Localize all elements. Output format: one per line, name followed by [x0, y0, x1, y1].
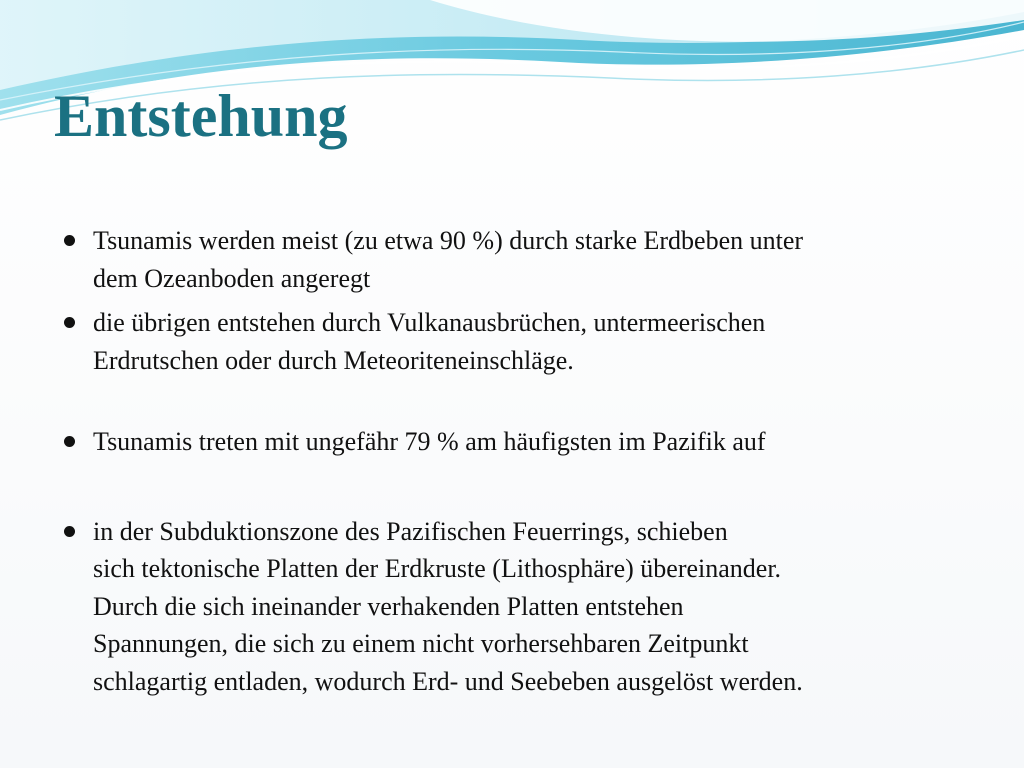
bullet-text-line: Erdrutschen oder durch Meteoriteneinschläge.	[93, 345, 574, 375]
bullet-text-line: sich tektonische Platten der Erdkruste (Lithosphäre) übereinander.	[93, 554, 782, 583]
bullet-item	[60, 423, 960, 461]
bullet-item	[60, 513, 960, 701]
bullet-list	[60, 222, 960, 700]
bullet-item	[60, 222, 960, 297]
bullet-text-line: dem Ozeanboden angeregt	[93, 263, 371, 293]
bullet-text-line: Tsunamis werden meist (zu etwa 90 %) durch starke Erdbeben unter	[93, 226, 804, 255]
bullet-dot-icon	[64, 526, 75, 537]
bullet-dot-icon	[64, 436, 75, 447]
bullet-item	[60, 304, 960, 379]
bullet-text-line: Durch die sich ineinander verhakenden Platten entstehen	[93, 591, 684, 621]
bullet-dot-icon	[64, 317, 75, 328]
bullet-text-line: die übrigen entstehen durch Vulkanausbrüchen, untermeerischen	[93, 308, 766, 337]
bullet-dot-icon	[64, 235, 75, 246]
bullet-text-line: schlagartig entladen, wodurch Erd- und Seebeben ausgelöst werden.	[93, 666, 803, 696]
bullet-text-line: Spannungen, die sich zu einem nicht vorhersehbaren Zeitpunkt	[93, 629, 749, 658]
bullet-text-line: Tsunamis treten mit ungefähr 79 % am häufigsten im Pazifik auf	[93, 427, 766, 456]
slide-title: Entstehung	[54, 83, 348, 149]
bullet-text-line: in der Subduktionszone des Pazifischen Feuerrings, schieben	[93, 516, 728, 546]
